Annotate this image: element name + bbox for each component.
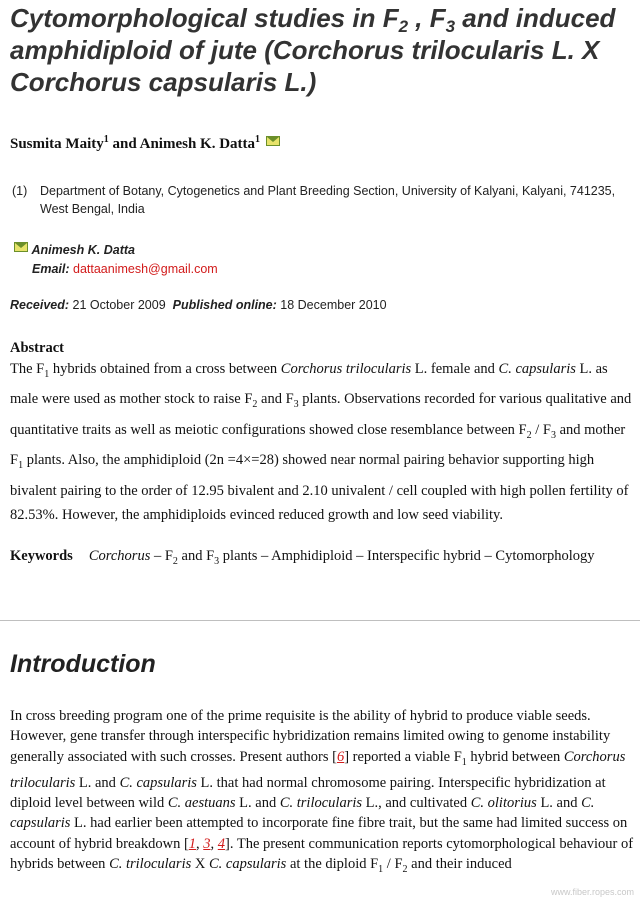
paper-title: Cytomorphological studies in $F_2$ , $F_3$ and induced amphidiploid of jute (Corchorus trilocularis L. X Corchorus capsularis L.) [10,3,616,97]
keywords: Keywords Corchorus – $F_2$ and $F_3$ plants – Amphidiploid – Interspecific hybrid – Cytomorphology [10,548,595,567]
citation-link[interactable]: 6 [336,748,345,765]
citation-link[interactable]: 1 [188,835,197,852]
corresponding-author: Animesh K. Datta Email: dattaanimesh@gmail.com [12,241,218,279]
section-divider [0,620,640,621]
author-list: Susmita Maity$^1$ and Animesh K. Datta$^1$ [10,134,280,153]
author-name[interactable]: Animesh K. Datta [139,136,256,152]
envelope-icon [14,242,28,252]
watermark: www.fiber.ropes.com [550,887,634,897]
abstract-heading: Abstract [10,340,64,356]
affiliation: (1) Department of Botany, Cytogenetics and Plant Breeding Section, University of Kalyani, Kalyani, 741235, West Bengal, India [12,184,616,216]
citation-link[interactable]: 3 [203,835,211,852]
email-link[interactable]: dattaanimesh@gmail.com [73,262,218,276]
publication-dates: Received: 21 October 2009 Published online: 18 December 2010 [10,298,387,312]
introduction-heading: Introduction [10,650,156,678]
citation-link[interactable]: 4 [217,835,226,852]
author-name[interactable]: Susmita Maity [10,136,104,152]
abstract-text: The $F_1$ hybrids obtained from a cross between Corchorus trilocularis L. female and C. capsularis L. as male were used as mother stock to raise $F_2$ and $F_3$ plants. Observations recorded for various qualitative and quantitative traits as well as meiotic configurations showed close resemblance between $F_2 / F_3$ and mother $F_1$ plants. Also, the amphidiploid (2n =4×=28) showed near normal pairing behavior supporting high bivalent pairing to the order of 12.95 bivalent and 2.10 univalent / cell coupled with high pollen fertility of 82.53%. However, the amphidiploids evinced reduced growth and low seed viability. [10,361,632,524]
envelope-icon[interactable] [266,136,280,146]
introduction-text: In cross breeding program one of the prime requisite is the ability of hybrid to produce viable seeds. However, gene transfer through interspecific hybridization remains limited owing to genome instability generally associated with such crosses. Present authors [6] reported a viable $F_1$ hybrid between Corchorus trilocularis L. and C. capsularis L. that had normal chromosome pairing. Interspecific hybridization at diploid level between wild C. aestuans L. and C. trilocularis L., and cultivated C. olitorius L. and C. capsularis L. had earlier been attempted to incorporate fine fibre trait, but the same had limited success on account of hybrid breakdown [1, 3, 4]. The present communication reports cytomorphological behaviour of hybrids between C. trilocularis X C. capsularis at the diploid $F_1 / F_2$ and their induced [10,708,634,875]
